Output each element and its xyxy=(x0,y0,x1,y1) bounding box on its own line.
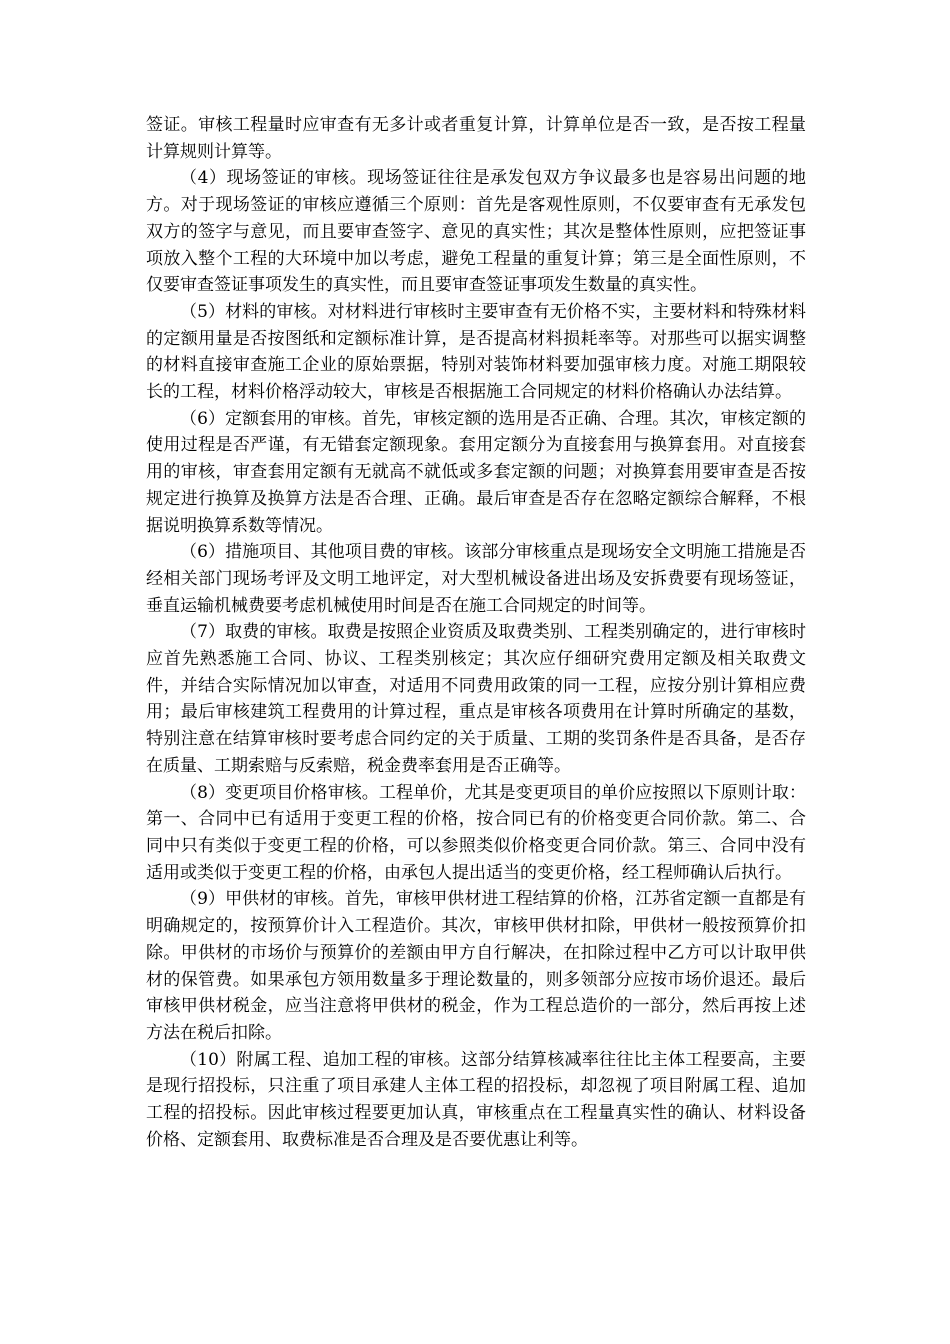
paragraph-measures-review: （6）措施项目、其他项目费的审核。该部分审核重点是现场安全文明施工措施是否经相关部门现场考评及文明工地评定，对大型机械设备进出场及安拆费要有现场签证，垂直运输机械费要考虑机械使用时间是否在施工合同规定的时间等。 xyxy=(146,542,806,616)
paragraph-ancillary-works-review: （10）附属工程、追加工程的审核。这部分结算核减率往往比主体工程要高，主要是现行招投标，只注重了项目承建人主体工程的招投标，却忽视了项目附属工程、追加工程的招投标。因此审核过程要更加认真，审核重点在工程量真实性的确认、材料设备价格、定额套用、取费标准是否合理及是否要优惠让利等。 xyxy=(146,1049,806,1150)
paragraph-owner-supplied-material-review: （9）甲供材的审核。首先，审核甲供材进工程结算的价格，江苏省定额一直都是有明确规定的，按预算价计入工程造价。其次，审核甲供材扣除，甲供材一般按预算价扣除。甲供材的市场价与预算价的差额由甲方自行解决，在扣除过程中乙方可以计取甲供材的保管费。如果承包方领用数量多于理论数量的，则多领部分应按市场价退还。最后审核甲供材税金，应当注意将甲供材的税金，作为工程总造价的一部分，然后再按上述方法在税后扣除。 xyxy=(146,889,806,1043)
paragraph-site-visa-review: （4）现场签证的审核。现场签证往往是承发包双方争议最多也是容易出问题的地方。对于现场签证的审核应遵循三个原则：首先是客观性原则，不仅要审查有无承发包双方的签字与意见，而且要审查签字、意见的真实性；其次是整体性原则，应把签证事项放入整个工程的大环境中加以考虑，避免工程量的重复计算；第三是全面性原则，不仅要审查签证事项发生的真实性，而且要审查签证事项发生数量的真实性。 xyxy=(146,168,806,296)
paragraph-quota-review: （6）定额套用的审核。首先，审核定额的选用是否正确、合理。其次，审核定额的使用过程是否严谨，有无错套定额现象。套用定额分为直接套用与换算套用。对直接套用的审核，审查套用定额有无就高不就低或多套定额的问题；对换算套用要审查是否按规定进行换算及换算方法是否合理、正确。最后审查是否存在忽略定额综合解释，不根据说明换算系数等情况。 xyxy=(146,408,806,536)
paragraph-material-review: （5）材料的审核。对材料进行审核时主要审查有无价格不实，主要材料和特殊材料的定额用量是否按图纸和定额标准计算，是否提高材料损耗率等。对那些可以据实调整的材料直接审查施工企业的原始票据，特别对装饰材料要加强审核力度。对施工期限较长的工程，材料价格浮动较大，审核是否根据施工合同规定的材料价格确认办法结算。 xyxy=(146,301,806,403)
paragraph-continuation: 签证。审核工程量时应审查有无多计或者重复计算，计算单位是否一致，是否按工程量计算规则计算等。 xyxy=(146,115,806,162)
paragraph-change-price-review: （8）变更项目价格审核。工程单价，尤其是变更项目的单价应按照以下原则计取：第一、合同中已有适用于变更工程的价格，按合同已有的价格变更合同价款。第二、合同中只有类似于变更工程的价格，可以参照类似价格变更合同价款。第三、合同中没有适用或类似于变更工程的价格，由承包人提出适当的变更价格，经工程师确认后执行。 xyxy=(146,782,806,883)
document-body xyxy=(146,112,806,1153)
paragraph-fee-review: （7）取费的审核。取费是按照企业资质及取费类别、工程类别确定的，进行审核时应首先熟悉施工合同、协议、工程类别核定；其次应仔细研究费用定额及相关取费文件，并结合实际情况加以审查，对适用不同费用政策的同一工程，应按分别计算相应费用；最后审核建筑工程费用的计算过程，重点是审核各项费用在计算时所确定的基数，特别注意在结算审核时要考虑合同约定的关于质量、工期的奖罚条件是否具备，是否存在质量、工期索赔与反索赔，税金费率套用是否正确等。 xyxy=(146,622,806,776)
